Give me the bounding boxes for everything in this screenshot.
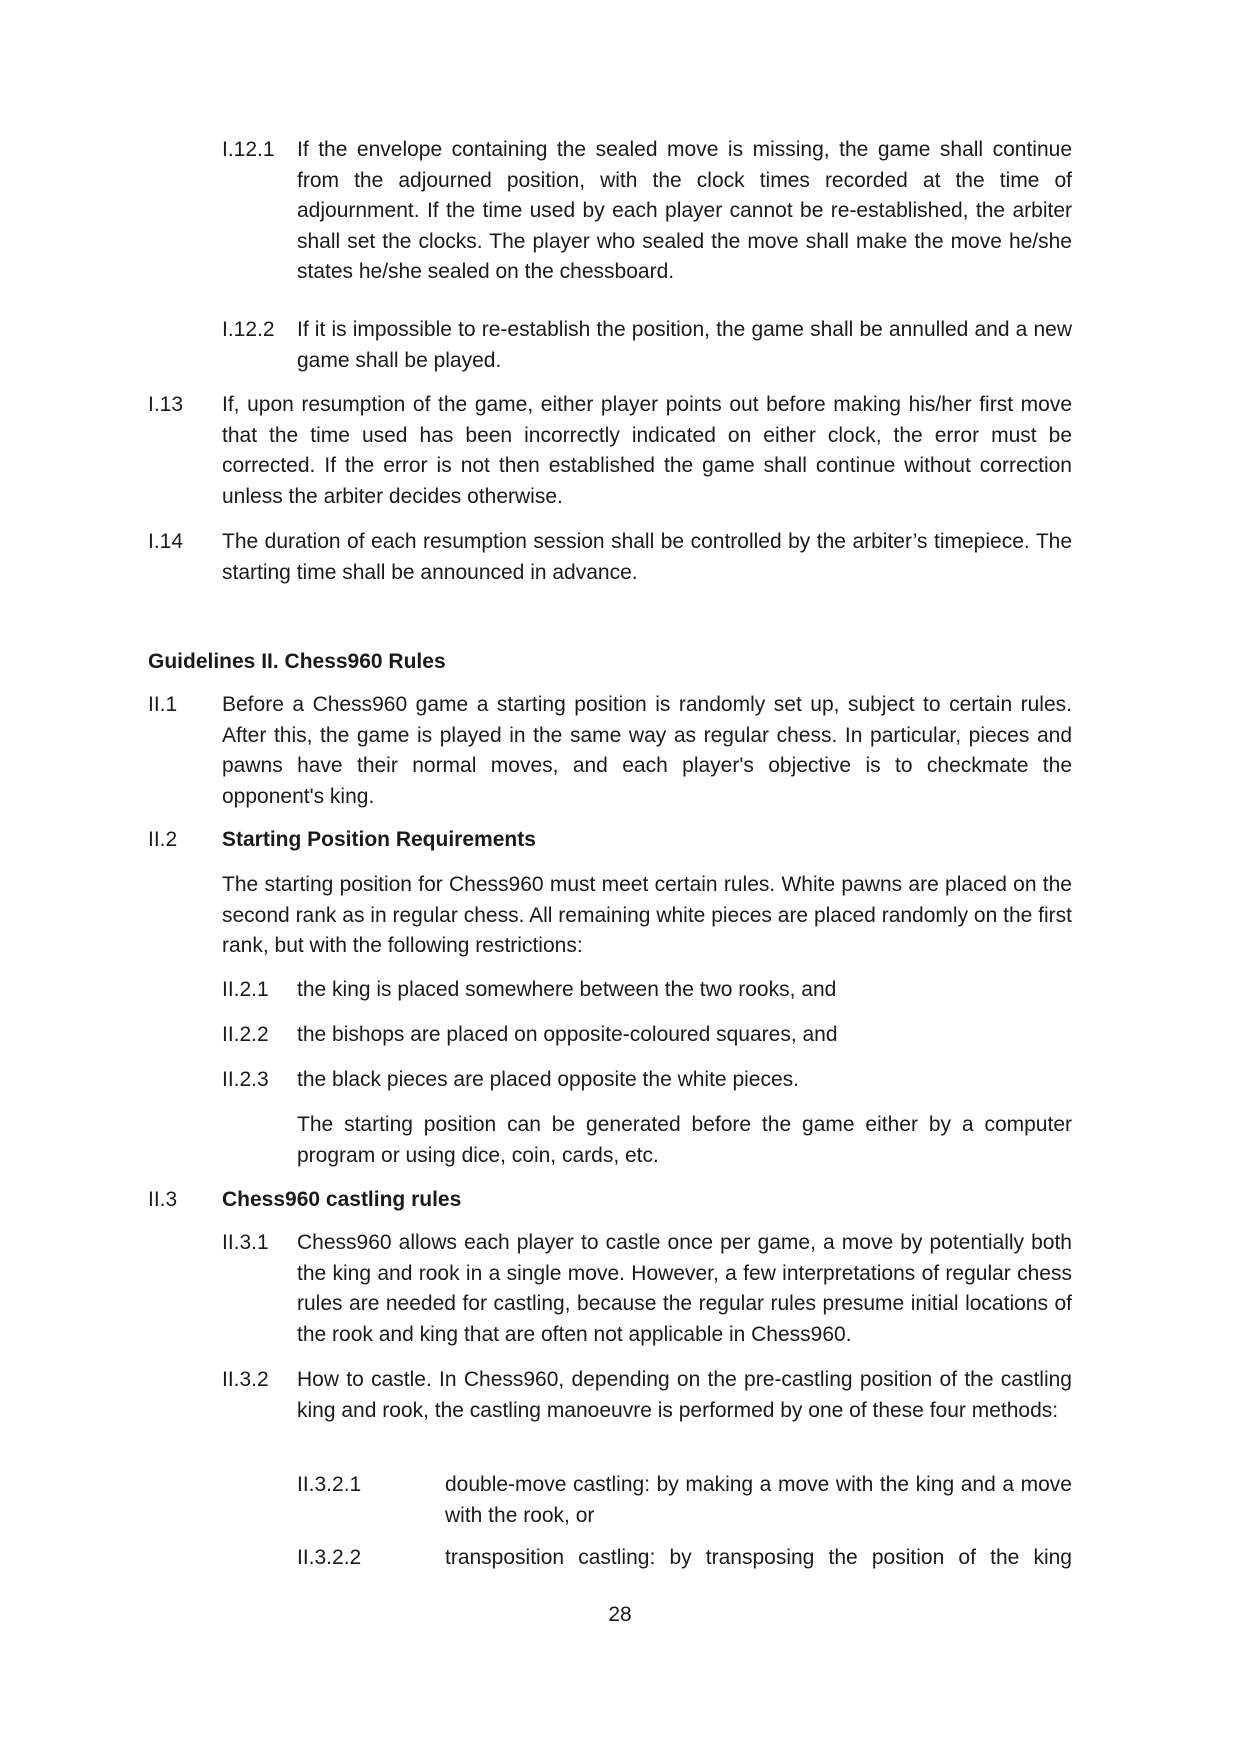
clause-number: II.3.2.2: [297, 1546, 362, 1569]
clause-text: the king is placed somewhere between the two rooks, and: [297, 978, 837, 1001]
clause-number: II.2.2: [222, 1023, 269, 1046]
clause-ii-3: [148, 1185, 1072, 1217]
clause-title: Starting Position Requirements: [222, 828, 536, 851]
clause-ii-2-1: [222, 975, 1072, 1007]
clause-i-12-1: [222, 135, 1072, 295]
clause-ii-2-text: The starting position for Chess960 must meet certain rules. White pawns are placed on the second rank as in regular chess. All remaining white pieces are placed randomly on the first rank, but with the following restrictions:: [222, 873, 1072, 957]
clause-text: How to castle. In Chess960, depending on the pre-castling position of the castling king and rook, the castling manoeuvre is performed by one of these four methods:: [297, 1368, 1072, 1422]
clause-ii-2-3: [222, 1065, 1072, 1097]
clause-text: Before a Chess960 game a starting position is randomly set up, subject to certain rules. After this, the game is played in the same way as regular chess. In particular, pieces and pawns have their normal moves, and each player's objective is to checkmate the opponent's king.: [222, 693, 1072, 808]
clause-i-13: [148, 390, 1072, 515]
clause-number: II.1: [148, 693, 178, 716]
clause-ii-1: [148, 690, 1072, 815]
clause-number: II.2.1: [222, 978, 269, 1001]
clause-ii-3-2-2: [297, 1543, 1072, 1575]
clause-number: II.2: [148, 828, 178, 851]
clause-number: II.3.2: [222, 1368, 269, 1391]
page-number: 28: [608, 1603, 632, 1626]
clause-number: II.2.3: [222, 1068, 269, 1091]
clause-number: II.3.2.1: [297, 1473, 362, 1496]
clause-text: The duration of each resumption session shall be controlled by the arbiter’s timepiece. The starting time shall be announced in advance.: [222, 530, 1072, 584]
clause-number: I.12.1: [222, 138, 275, 161]
clause-ii-2: [148, 825, 1072, 857]
clause-text: double-move castling: by making a move with the king and a move with the rook, or: [445, 1473, 1072, 1527]
clause-text: the black pieces are placed opposite the white pieces.: [297, 1068, 799, 1091]
clause-number: I.12.2: [222, 318, 275, 341]
clause-text: transposition castling: by transposing the position of the king: [445, 1546, 1072, 1569]
clause-ii-3-2: [222, 1365, 1072, 1460]
clause-i-12-2: [222, 315, 1072, 377]
clause-ii-2-2: [222, 1020, 1072, 1052]
clause-text: If, upon resumption of the game, either player points out before making his/her first move that the time used has been incorrectly indicated on either clock, the error must be corrected. If the error is not then established the game shall continue without correction unless the arbiter decides otherwise.: [222, 393, 1072, 508]
clause-ii-2-note: The starting position can be generated before the game either by a computer program or using dice, coin, cards, etc.: [297, 1113, 1072, 1167]
clause-text: Chess960 allows each player to castle once per game, a move by potentially both the king and rook in a single move. However, a few interpretations of regular chess rules are needed for castling, because the regular rules presume initial locations of the rook and king that are often not applicable in Chess960.: [297, 1231, 1072, 1346]
section-heading: Guidelines II. Chess960 Rules: [148, 650, 446, 673]
clause-text: the bishops are placed on opposite-coloured squares, and: [297, 1023, 838, 1046]
clause-title: Chess960 castling rules: [222, 1188, 462, 1211]
clause-number: II.3.1: [222, 1231, 269, 1254]
clause-number: II.3: [148, 1188, 178, 1211]
clause-ii-3-2-1: [297, 1470, 1072, 1532]
clause-text: If it is impossible to re-establish the position, the game shall be annulled and a new game shall be played.: [297, 318, 1072, 372]
clause-text: If the envelope containing the sealed move is missing, the game shall continue from the adjourned position, with the clock times recorded at the time of adjournment. If the time used by each player cannot be re-established, the arbiter shall set the clocks. The player who sealed the move shall make the move he/she states he/she sealed on the chessboard.: [297, 138, 1072, 283]
clause-number: I.13: [148, 393, 184, 416]
clause-number: I.14: [148, 530, 184, 553]
clause-ii-3-1: [222, 1228, 1072, 1353]
clause-i-14: [148, 527, 1072, 589]
